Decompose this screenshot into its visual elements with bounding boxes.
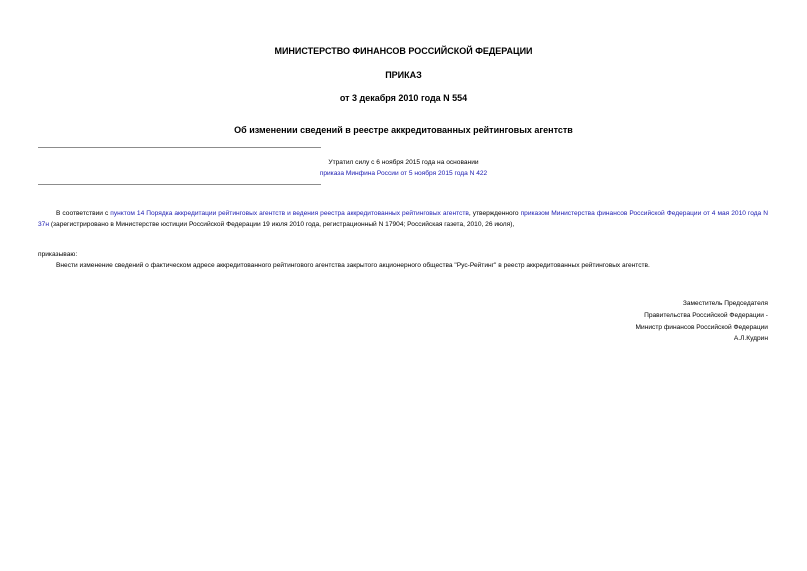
ministry-order-link[interactable]: приказом Министерства финансов Российской Федерации от 4 мая 2010 года N 37н (38, 210, 768, 228)
repeal-order-link[interactable]: приказа Минфина России от 5 ноября 2015 года N 422 (319, 170, 488, 177)
signatory-title-line3: Министр финансов Российской Федерации (635, 324, 768, 331)
intro-text-middle: , утвержденного (468, 210, 521, 217)
signatory-title-line1: Заместитель Председателя (682, 300, 768, 307)
intro-paragraph (38, 208, 768, 230)
repeal-note-line (0, 168, 807, 179)
signatory-name: А.Л.Кудрин (733, 335, 768, 342)
document-subject: Об изменении сведений в реестре аккредитованных рейтинговых агентств (234, 125, 573, 135)
document-date-number: от 3 декабря 2010 года N 554 (339, 93, 468, 103)
procedure-clause-link[interactable]: пунктом 14 Порядка аккредитации рейтинговых агентств и ведения реестра аккредитованных рейтинговых агентств (110, 210, 469, 217)
intro-text-start: В соответствии с (56, 210, 111, 217)
repeal-note-text: Утратил силу с 6 ноября 2015 года на основании (328, 159, 479, 166)
decree-label: приказываю: (38, 251, 78, 258)
ministry-title: МИНИСТЕРСТВО ФИНАНСОВ РОССИЙСКОЙ ФЕДЕРАЦИИ (274, 46, 533, 56)
divider-top (38, 147, 321, 148)
signatory-title-line2: Правительства Российской Федерации - (644, 312, 768, 319)
intro-text-end: (зарегистрировано в Министерстве юстиции Российской Федерации 19 июля 2010 года, регистрационный N 17904; Российская газета, 2010, 26 июля), (48, 221, 515, 228)
document-type: ПРИКАЗ (385, 70, 422, 80)
divider-bottom (38, 184, 321, 185)
decree-body: Внести изменение сведений о фактическом адресе аккредитованного рейтингового агентства закрытого акционерного общества "Рус-Рейтинг" в реестр аккредитованных рейтинговых агентств. (56, 262, 650, 269)
